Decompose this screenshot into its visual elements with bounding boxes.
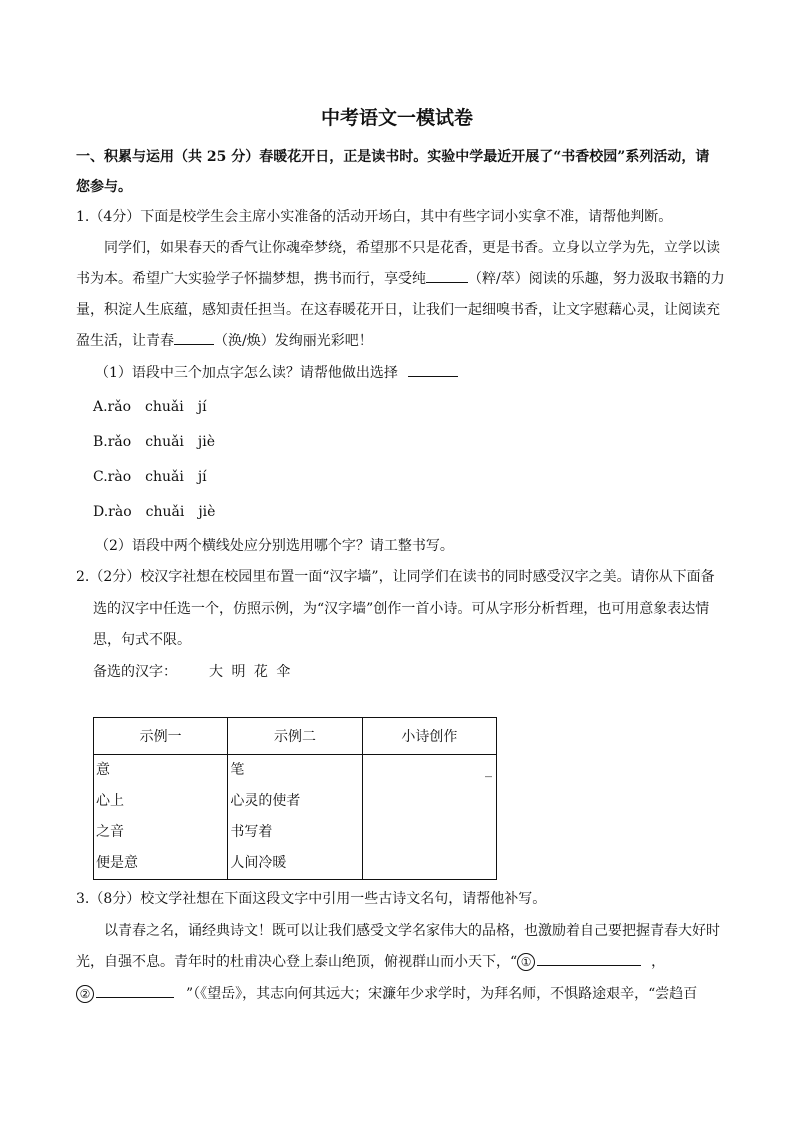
passage-text: 书为本。希望广大实验学子怀揣梦想，携书而行，享受纯 (76, 271, 426, 287)
option-a[interactable]: A.rǎo chuǎi jí (93, 399, 207, 415)
poem-line: 笔 (230, 762, 245, 778)
q1-stem: 1.（4分）下面是校学生会主席小实准备的活动开场白，其中有些字词小实拿不准，请帮他判断。 (76, 209, 673, 225)
answer-blank[interactable] (408, 362, 458, 377)
answer-blank[interactable] (426, 268, 468, 283)
page-title: 中考语文一模试卷 (320, 107, 473, 129)
poem-line: 心上 (96, 793, 124, 809)
passage-text: （涣/焕）发绚丽光彩吧！ (214, 333, 373, 349)
table-header: 示例二 (228, 718, 362, 755)
sub-question-text: （1）语段中三个加点字怎么读？请帮他做出选择 (95, 365, 398, 381)
section-heading-line2: 您参与。 (76, 179, 132, 195)
q1-sub1 (95, 362, 458, 382)
q3-paragraph-line2 (76, 951, 665, 971)
answer-blank-2[interactable] (96, 983, 174, 998)
option-c[interactable]: C.rào chuǎi jí (93, 469, 207, 485)
q2-stem-line3: 思，句式不限。 (93, 632, 191, 648)
poem-line: 便是意 (96, 855, 138, 871)
q3-stem: 3.（8分）校文学社想在下面这段文字中引用一些古诗文名句，请帮他补写。 (76, 891, 547, 907)
q2-stem-line1: 2.（2分）校汉字社想在校园里布置一面“汉字墙”，让同学们在读书的同时感受汉字之美。请你从下面备 (76, 569, 715, 585)
passage-text: 盈生活，让青春 (76, 333, 174, 349)
passage-text: （粹/萃）阅读的乐趣，努力汲取书籍的力 (468, 271, 725, 287)
table-header: 示例一 (94, 718, 228, 755)
table-header-row (94, 718, 497, 755)
poem-creation-cell[interactable] (362, 755, 496, 880)
paragraph-text: ”（《望岳》，其志向何其远大；宋濂年少求学时，为拜名师，不惧路途艰辛，“尝趋百 (186, 986, 698, 1002)
q1-sub2: （2）语段中两个横线处应分别选用哪个字？请工整书写。 (95, 538, 454, 554)
example-one-cell (94, 755, 228, 880)
table-header: 小诗创作 (362, 718, 496, 755)
q1-passage-line3: 量，积淀人生底蕴，感知责任担当。在这春暖花开日，让我们一起细嗅书香，让文字慰藉心灵，让阅读充 (76, 302, 720, 318)
blank-number-1: ① (517, 953, 535, 971)
poem-table (93, 717, 497, 880)
poem-line: 意 (96, 762, 110, 778)
table-row (94, 755, 497, 880)
candidates-label: 备选的汉字： (93, 664, 177, 680)
answer-blank-1[interactable] (537, 951, 641, 966)
example-two-cell (228, 755, 362, 880)
q3-paragraph-line1: 以青春之名，诵经典诗文！既可以让我们感受文学名家伟大的品格，也激励着自己要把握青春大好时 (104, 923, 720, 939)
option-d[interactable]: D.rào chuǎi jiè (93, 504, 216, 520)
q1-passage-line4 (76, 330, 373, 350)
option-b[interactable]: B.rǎo chuǎi jiè (93, 434, 216, 450)
answer-blank[interactable] (174, 330, 214, 345)
candidate-characters: 大 明 花 伞 (209, 664, 291, 680)
blank-number-2: ② (76, 985, 94, 1003)
q1-passage-line2 (76, 268, 725, 288)
paragraph-text: ， (651, 954, 666, 970)
q2-stem-line2: 选的汉字中任选一个，仿照示例，为“汉字墙”创作一首小诗。可从字形分析哲理，也可用意象表达情 (93, 601, 710, 617)
section-heading-line1: 一、积累与运用（共 25 分）春暖花开日，正是读书时。实验中学最近开展了“书香校园”系列活动，请 (76, 149, 710, 165)
poem-line: 书写着 (230, 824, 273, 840)
paragraph-text: 光，自强不息。青年时的杜甫决心登上泰山绝顶，俯视群山而小天下，“ (76, 954, 518, 970)
q3-paragraph-line3 (76, 983, 697, 1003)
q1-passage-line1: 同学们，如果春天的香气让你魂牵梦绕，希望那不只是花香，更是书香。立身以立学为先，立学以读 (104, 240, 720, 256)
poem-line: 心灵的使者 (230, 793, 301, 809)
poem-line: 之音 (96, 824, 124, 840)
poem-line: 人间冷暖 (230, 855, 287, 871)
answer-mark: _ (485, 762, 492, 778)
